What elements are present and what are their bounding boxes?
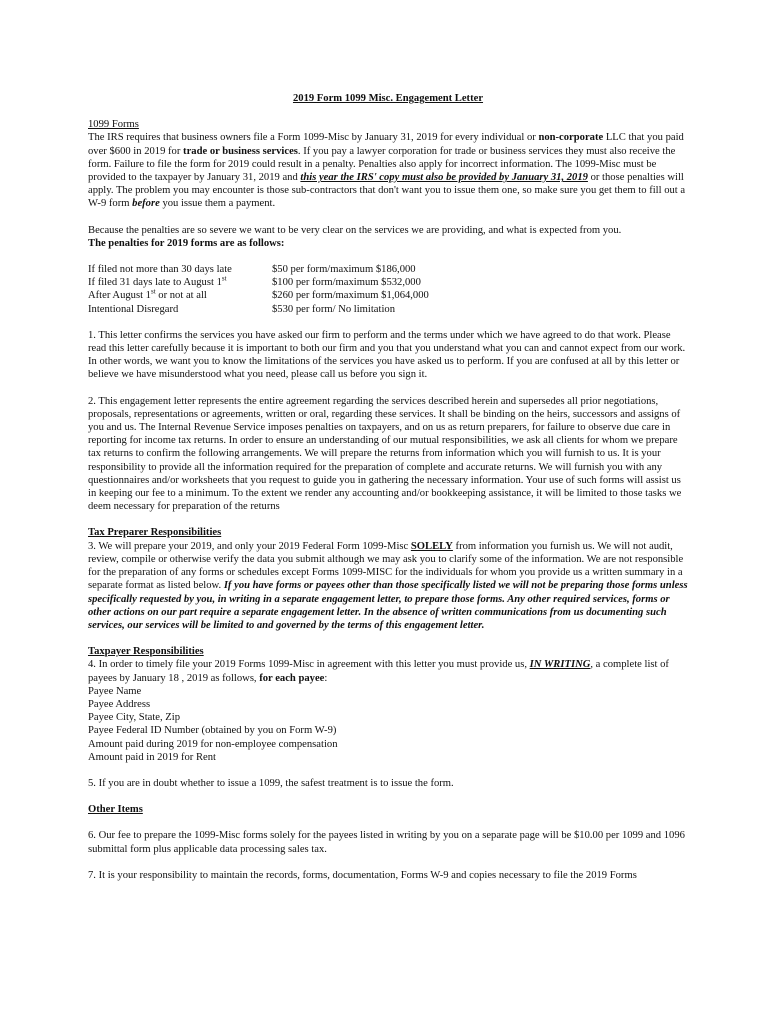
intro-bold-trade: trade or business services bbox=[183, 145, 298, 157]
document-title: 2019 Form 1099 Misc. Engagement Letter bbox=[292, 93, 484, 104]
forms-heading bbox=[88, 118, 688, 131]
penalty-value: $100 per form/maximum $532,000 bbox=[272, 277, 421, 289]
payee-item-name: Payee Name bbox=[88, 685, 142, 697]
preparer-solely-emphasis: SOLELY bbox=[410, 540, 453, 552]
intro-paragraph bbox=[88, 131, 688, 210]
paragraph-6: 6. Our fee to prepare the 1099-Misc forms solely for the payees listed in writing by you on a separate page will be $10.00 per 1099 and 1096 submittal form plus applicable data processing sales tax. bbox=[88, 830, 685, 855]
other-items-heading: Other Items bbox=[88, 804, 143, 816]
penalty-label: Intentional Disregard bbox=[88, 303, 179, 315]
payee-item-id: Payee Federal ID Number (obtained by you on Form W-9) bbox=[88, 725, 337, 737]
taxpayer-text-3: : bbox=[324, 672, 328, 684]
penalties-text: Because the penalties are so severe we want to be very clear on the services we are providing, and what is expected from you. bbox=[88, 224, 622, 236]
payee-item-city: Payee City, State, Zip bbox=[88, 712, 180, 724]
taxpayer-each-payee-emphasis: for each payee bbox=[259, 672, 325, 684]
penalty-row bbox=[88, 276, 429, 289]
paragraph-5: 5. If you are in doubt whether to issue a 1099, the safest treatment is to issue the form. bbox=[88, 777, 454, 789]
penalty-label: If filed not more than 30 days late bbox=[88, 264, 232, 276]
payee-item-address: Payee Address bbox=[88, 698, 151, 710]
payee-item-rent: Amount paid in 2019 for Rent bbox=[88, 751, 216, 763]
penalty-row bbox=[88, 263, 429, 276]
penalty-label: After August 1st or not at all bbox=[88, 287, 207, 302]
paragraph-7: 7. It is your responsibility to maintain the records, forms, documentation, Forms W-9 and copies necessary to file the 2019 Forms bbox=[88, 869, 637, 881]
penalties-table bbox=[88, 263, 429, 316]
paragraph-3 bbox=[88, 540, 688, 632]
penalty-value: $530 per form/ No limitation bbox=[272, 303, 395, 315]
intro-bold-noncorporate: non-corporate bbox=[538, 132, 604, 144]
intro-irs-copy-emphasis: this year the IRS' copy must also be provided by January 31, 2019 bbox=[300, 172, 588, 184]
taxpayer-in-writing-emphasis: IN WRITING bbox=[529, 659, 591, 671]
forms-heading-text: 1099 Forms bbox=[88, 119, 139, 131]
engagement-letter-page bbox=[88, 92, 688, 895]
intro-text-4: or those penalties will apply. The problem you may encounter is those sub-contractors that don't want you to issue them one, so make sure you get them to fill out a W-9 form bbox=[88, 172, 686, 210]
intro-text-3: . If you pay a lawyer corporation for trade or business services they must also receive the form. Failure to file the form for 2019 could result in a penalty. Penalties also apply for incorrect information. The 1099-Misc must be provided to the taxpayer by January 31, 2019 and bbox=[88, 145, 676, 184]
preparer-text-1: 3. We will prepare your 2019, and only your 2019 Federal Form 1099-Misc bbox=[88, 540, 411, 552]
penalty-row bbox=[88, 303, 429, 316]
paragraph-1: 1. This letter confirms the services you have asked our firm to perform and the terms under which we have agreed to do that work. Please read this letter carefully because it is important to both our firm and you that you understand what you can and cannot expect from our work. In other words, we want you to know the limitations of the services you have asked us to perform. If you are confused at all by this letter or believe we have misunderstood what you need, please call us before you sign it. bbox=[88, 329, 686, 381]
penalty-row bbox=[88, 289, 429, 302]
preparer-text-2: from information you furnish us. We will not audit, review, compile or otherwise verify the data you submit although we may ask you to clarify some of the information. We are not responsible for the preparation of any forms or schedules except Forms 1099-MISC for the individuals for whom you provide us a written summary in a separate format as listed below. bbox=[88, 540, 684, 592]
penalty-value: $50 per form/maximum $186,000 bbox=[272, 264, 416, 276]
preparer-limits-emphasis: If you have forms or payees other than those specifically listed we will not be preparing those forms unless specifically requested by you, in writing in a separate engagement letter, to prepare those forms. Any other required services, forms or other actions on our part require a separate engagement letter. In the absence of written communications from us documenting such services, our services will be limited to and governed by the terms of this engagement letter. bbox=[88, 580, 688, 631]
penalties-paragraph bbox=[88, 224, 688, 250]
payee-item-compensation: Amount paid during 2019 for non-employee compensation bbox=[88, 738, 338, 750]
taxpayer-text-2: , a complete list of payees by January 18 , 2019 as follows, bbox=[88, 659, 669, 684]
penalty-value: $260 per form/maximum $1,064,000 bbox=[272, 290, 429, 302]
paragraph-2: 2. This engagement letter represents the entire agreement regarding the services described herein and supersedes all prior negotiations, proposals, representations or agreements, written or oral, regarding these services. It shall be binding on the heirs, successors and assigns of you and us. The Internal Revenue Service imposes penalties on taxpayers, and on us as return preparers, for failure to observe due care in reporting for income tax returns. In order to ensure an understanding of our mutual responsibilities, we ask all clients for whom we prepare tax returns to confirm the following arrangements. We will prepare the returns from information which you will furnish to us. It is your responsibility to provide all the information required for the preparation of complete and accurate returns. We will furnish you with any questionnaires and/or worksheets that you request to guide you in gathering the necessary information. Your use of such forms will assist us in keeping our fee to a minimum. To the extent we render any accounting and/or bookkeeping assistance, it will be limited to those tasks we deem necessary for preparation of the returns bbox=[88, 395, 682, 513]
taxpayer-text-1: 4. In order to timely file your 2019 Forms 1099-Misc in agreement with this letter you must provide us, bbox=[88, 659, 530, 671]
intro-text-1: The IRS requires that business owners file a Form 1099-Misc by January 31, 2019 for every individual or bbox=[88, 132, 539, 144]
paragraph-4 bbox=[88, 658, 688, 684]
intro-text-2: LLC that you paid over $600 in 2019 for bbox=[88, 132, 684, 157]
taxpayer-heading: Taxpayer Responsibilities bbox=[88, 646, 204, 658]
penalty-label: If filed 31 days late to August 1st bbox=[88, 274, 227, 289]
intro-text-5: you issue them a payment. bbox=[159, 198, 276, 210]
tax-preparer-heading: Tax Preparer Responsibilities bbox=[88, 527, 222, 539]
penalties-heading: The penalties for 2019 forms are as follows: bbox=[88, 237, 285, 249]
intro-before-emphasis: before bbox=[132, 198, 160, 210]
